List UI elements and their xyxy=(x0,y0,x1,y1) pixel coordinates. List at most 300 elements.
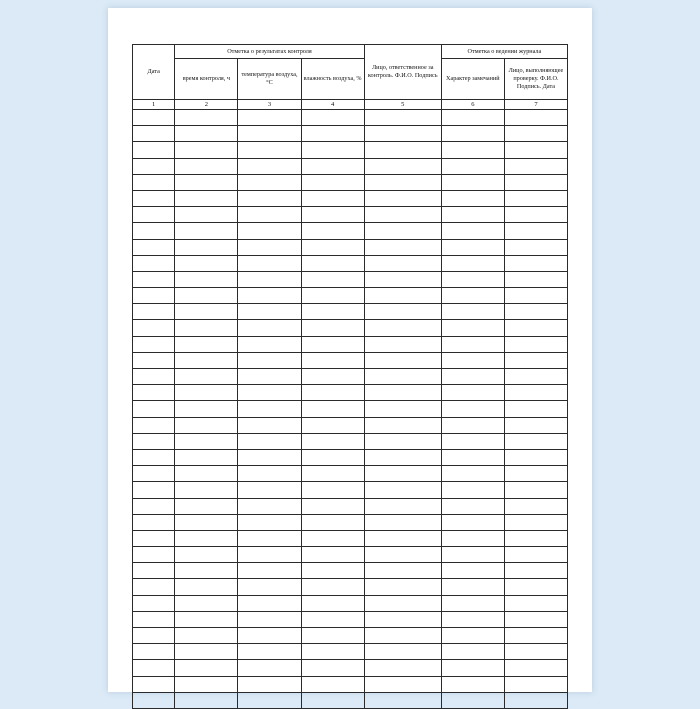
table-cell[interactable] xyxy=(133,611,175,627)
table-cell[interactable] xyxy=(238,239,301,255)
table-cell[interactable] xyxy=(175,369,238,385)
table-row[interactable] xyxy=(133,239,568,255)
table-cell[interactable] xyxy=(301,239,364,255)
table-cell[interactable] xyxy=(441,352,504,368)
table-cell[interactable] xyxy=(175,530,238,546)
table-cell[interactable] xyxy=(504,692,567,708)
table-cell[interactable] xyxy=(364,174,441,190)
table-cell[interactable] xyxy=(133,692,175,708)
table-cell[interactable] xyxy=(364,158,441,174)
table-cell[interactable] xyxy=(175,288,238,304)
table-cell[interactable] xyxy=(238,611,301,627)
table-cell[interactable] xyxy=(441,239,504,255)
table-cell[interactable] xyxy=(133,433,175,449)
table-cell[interactable] xyxy=(441,385,504,401)
table-row[interactable] xyxy=(133,158,568,174)
table-row[interactable] xyxy=(133,676,568,692)
table-cell[interactable] xyxy=(301,352,364,368)
table-cell[interactable] xyxy=(175,223,238,239)
table-row[interactable] xyxy=(133,190,568,206)
table-cell[interactable] xyxy=(133,579,175,595)
table-cell[interactable] xyxy=(133,547,175,563)
table-cell[interactable] xyxy=(133,255,175,271)
table-cell[interactable] xyxy=(504,174,567,190)
table-row[interactable] xyxy=(133,595,568,611)
table-cell[interactable] xyxy=(364,579,441,595)
table-cell[interactable] xyxy=(175,190,238,206)
table-cell[interactable] xyxy=(504,223,567,239)
table-row[interactable] xyxy=(133,369,568,385)
table-cell[interactable] xyxy=(504,433,567,449)
table-row[interactable] xyxy=(133,611,568,627)
table-cell[interactable] xyxy=(504,660,567,676)
table-cell[interactable] xyxy=(133,207,175,223)
table-cell[interactable] xyxy=(238,595,301,611)
table-cell[interactable] xyxy=(238,369,301,385)
table-cell[interactable] xyxy=(238,126,301,142)
table-cell[interactable] xyxy=(238,514,301,530)
table-cell[interactable] xyxy=(441,190,504,206)
table-cell[interactable] xyxy=(238,547,301,563)
table-cell[interactable] xyxy=(441,142,504,158)
table-cell[interactable] xyxy=(301,207,364,223)
table-cell[interactable] xyxy=(441,466,504,482)
table-row[interactable] xyxy=(133,207,568,223)
table-row[interactable] xyxy=(133,660,568,676)
table-cell[interactable] xyxy=(301,174,364,190)
table-cell[interactable] xyxy=(133,336,175,352)
table-cell[interactable] xyxy=(441,320,504,336)
table-cell[interactable] xyxy=(301,676,364,692)
table-cell[interactable] xyxy=(301,644,364,660)
table-cell[interactable] xyxy=(238,498,301,514)
table-cell[interactable] xyxy=(441,369,504,385)
table-cell[interactable] xyxy=(133,660,175,676)
table-cell[interactable] xyxy=(238,449,301,465)
table-cell[interactable] xyxy=(133,466,175,482)
table-cell[interactable] xyxy=(441,158,504,174)
table-cell[interactable] xyxy=(441,595,504,611)
table-row[interactable] xyxy=(133,482,568,498)
table-row[interactable] xyxy=(133,288,568,304)
table-cell[interactable] xyxy=(133,174,175,190)
table-cell[interactable] xyxy=(364,401,441,417)
table-cell[interactable] xyxy=(175,417,238,433)
table-row[interactable] xyxy=(133,692,568,708)
table-cell[interactable] xyxy=(238,676,301,692)
table-cell[interactable] xyxy=(364,498,441,514)
table-cell[interactable] xyxy=(301,190,364,206)
table-cell[interactable] xyxy=(133,482,175,498)
table-cell[interactable] xyxy=(504,288,567,304)
table-cell[interactable] xyxy=(133,514,175,530)
table-row[interactable] xyxy=(133,514,568,530)
table-cell[interactable] xyxy=(301,482,364,498)
table-cell[interactable] xyxy=(504,110,567,126)
table-cell[interactable] xyxy=(175,271,238,287)
table-cell[interactable] xyxy=(238,336,301,352)
table-cell[interactable] xyxy=(175,482,238,498)
table-cell[interactable] xyxy=(504,530,567,546)
table-cell[interactable] xyxy=(504,547,567,563)
table-cell[interactable] xyxy=(364,514,441,530)
table-cell[interactable] xyxy=(301,223,364,239)
table-cell[interactable] xyxy=(238,223,301,239)
table-cell[interactable] xyxy=(301,369,364,385)
table-cell[interactable] xyxy=(301,385,364,401)
column-header-row xyxy=(133,59,568,100)
table-cell[interactable] xyxy=(504,271,567,287)
table-cell[interactable] xyxy=(301,498,364,514)
table-cell[interactable] xyxy=(301,255,364,271)
table-cell[interactable] xyxy=(133,644,175,660)
table-cell[interactable] xyxy=(175,611,238,627)
table-cell[interactable] xyxy=(238,644,301,660)
table-cell[interactable] xyxy=(301,530,364,546)
table-cell[interactable] xyxy=(175,401,238,417)
table-cell[interactable] xyxy=(441,255,504,271)
table-cell[interactable] xyxy=(301,449,364,465)
table-cell[interactable] xyxy=(238,417,301,433)
table-cell[interactable] xyxy=(504,142,567,158)
table-row[interactable] xyxy=(133,563,568,579)
table-cell[interactable] xyxy=(238,628,301,644)
table-cell[interactable] xyxy=(441,692,504,708)
table-cell[interactable] xyxy=(301,336,364,352)
table-cell[interactable] xyxy=(301,126,364,142)
table-row[interactable] xyxy=(133,223,568,239)
table-cell[interactable] xyxy=(175,547,238,563)
table-cell[interactable] xyxy=(364,417,441,433)
table-cell[interactable] xyxy=(175,644,238,660)
table-cell[interactable] xyxy=(364,530,441,546)
table-cell[interactable] xyxy=(238,352,301,368)
table-cell[interactable] xyxy=(238,174,301,190)
table-cell[interactable] xyxy=(133,530,175,546)
table-cell[interactable] xyxy=(441,401,504,417)
table-cell[interactable] xyxy=(175,110,238,126)
table-cell[interactable] xyxy=(175,449,238,465)
table-cell[interactable] xyxy=(441,304,504,320)
table-cell[interactable] xyxy=(238,563,301,579)
table-cell[interactable] xyxy=(441,547,504,563)
table-cell[interactable] xyxy=(504,498,567,514)
table-cell[interactable] xyxy=(238,271,301,287)
table-cell[interactable] xyxy=(364,255,441,271)
table-cell[interactable] xyxy=(175,239,238,255)
table-cell[interactable] xyxy=(133,190,175,206)
table-cell[interactable] xyxy=(133,239,175,255)
table-cell[interactable] xyxy=(133,676,175,692)
table-cell[interactable] xyxy=(441,498,504,514)
table-cell[interactable] xyxy=(441,433,504,449)
table-cell[interactable] xyxy=(441,644,504,660)
table-cell[interactable] xyxy=(238,660,301,676)
table-cell[interactable] xyxy=(504,611,567,627)
table-cell[interactable] xyxy=(504,628,567,644)
table-row[interactable] xyxy=(133,352,568,368)
table-cell[interactable] xyxy=(364,110,441,126)
table-cell[interactable] xyxy=(441,660,504,676)
table-cell[interactable] xyxy=(364,126,441,142)
table-row[interactable] xyxy=(133,304,568,320)
column-number-1: 1 xyxy=(133,100,175,110)
table-cell[interactable] xyxy=(175,352,238,368)
table-cell[interactable] xyxy=(175,514,238,530)
table-cell[interactable] xyxy=(441,174,504,190)
table-cell[interactable] xyxy=(504,417,567,433)
table-row[interactable] xyxy=(133,385,568,401)
table-cell[interactable] xyxy=(504,401,567,417)
table-cell[interactable] xyxy=(441,288,504,304)
table-cell[interactable] xyxy=(301,595,364,611)
table-cell[interactable] xyxy=(364,433,441,449)
table-row[interactable] xyxy=(133,271,568,287)
table-cell[interactable] xyxy=(238,385,301,401)
table-row[interactable] xyxy=(133,110,568,126)
table-row[interactable] xyxy=(133,644,568,660)
table-cell[interactable] xyxy=(364,336,441,352)
table-cell[interactable] xyxy=(364,223,441,239)
table-cell[interactable] xyxy=(364,595,441,611)
table-cell[interactable] xyxy=(238,482,301,498)
table-cell[interactable] xyxy=(238,142,301,158)
table-cell[interactable] xyxy=(175,660,238,676)
table-cell[interactable] xyxy=(364,547,441,563)
table-row[interactable] xyxy=(133,579,568,595)
table-cell[interactable] xyxy=(441,676,504,692)
table-cell[interactable] xyxy=(364,449,441,465)
table-cell[interactable] xyxy=(238,433,301,449)
table-cell[interactable] xyxy=(441,271,504,287)
table-cell[interactable] xyxy=(301,547,364,563)
table-row[interactable] xyxy=(133,530,568,546)
table-cell[interactable] xyxy=(133,417,175,433)
table-cell[interactable] xyxy=(504,514,567,530)
table-cell[interactable] xyxy=(175,336,238,352)
table-cell[interactable] xyxy=(441,207,504,223)
column-number-2: 2 xyxy=(175,100,238,110)
table-cell[interactable] xyxy=(441,514,504,530)
table-cell[interactable] xyxy=(133,385,175,401)
table-cell[interactable] xyxy=(175,126,238,142)
table-cell[interactable] xyxy=(238,304,301,320)
table-cell[interactable] xyxy=(364,239,441,255)
table-cell[interactable] xyxy=(238,255,301,271)
table-cell[interactable] xyxy=(504,304,567,320)
table-cell[interactable] xyxy=(504,336,567,352)
table-cell[interactable] xyxy=(504,385,567,401)
table-cell[interactable] xyxy=(175,433,238,449)
table-cell[interactable] xyxy=(175,628,238,644)
table-cell[interactable] xyxy=(441,417,504,433)
table-cell[interactable] xyxy=(301,611,364,627)
table-cell[interactable] xyxy=(133,271,175,287)
table-cell[interactable] xyxy=(175,692,238,708)
table-cell[interactable] xyxy=(238,692,301,708)
table-cell[interactable] xyxy=(301,142,364,158)
table-cell[interactable] xyxy=(441,530,504,546)
table-cell[interactable] xyxy=(301,304,364,320)
table-cell[interactable] xyxy=(504,126,567,142)
table-cell[interactable] xyxy=(504,190,567,206)
table-cell[interactable] xyxy=(504,369,567,385)
table-cell[interactable] xyxy=(364,207,441,223)
table-cell[interactable] xyxy=(441,579,504,595)
table-cell[interactable] xyxy=(175,174,238,190)
table-cell[interactable] xyxy=(441,110,504,126)
table-row[interactable] xyxy=(133,336,568,352)
table-cell[interactable] xyxy=(301,401,364,417)
table-cell[interactable] xyxy=(133,563,175,579)
table-cell[interactable] xyxy=(175,255,238,271)
table-cell[interactable] xyxy=(364,142,441,158)
table-cell[interactable] xyxy=(175,676,238,692)
table-cell[interactable] xyxy=(175,207,238,223)
table-cell[interactable] xyxy=(504,579,567,595)
table-row[interactable] xyxy=(133,498,568,514)
table-cell[interactable] xyxy=(504,207,567,223)
table-cell[interactable] xyxy=(175,158,238,174)
table-cell[interactable] xyxy=(133,369,175,385)
table-cell[interactable] xyxy=(238,530,301,546)
table-cell[interactable] xyxy=(175,320,238,336)
table-cell[interactable] xyxy=(301,466,364,482)
table-cell[interactable] xyxy=(301,514,364,530)
table-row[interactable] xyxy=(133,320,568,336)
table-cell[interactable] xyxy=(364,676,441,692)
table-cell[interactable] xyxy=(133,595,175,611)
table-cell[interactable] xyxy=(133,352,175,368)
table-cell[interactable] xyxy=(504,563,567,579)
table-cell[interactable] xyxy=(504,239,567,255)
table-row[interactable] xyxy=(133,547,568,563)
table-cell[interactable] xyxy=(441,449,504,465)
table-cell[interactable] xyxy=(175,563,238,579)
table-cell[interactable] xyxy=(133,628,175,644)
table-cell[interactable] xyxy=(441,223,504,239)
table-cell[interactable] xyxy=(364,628,441,644)
table-cell[interactable] xyxy=(504,449,567,465)
table-cell[interactable] xyxy=(133,304,175,320)
table-cell[interactable] xyxy=(364,271,441,287)
table-cell[interactable] xyxy=(175,304,238,320)
table-cell[interactable] xyxy=(301,563,364,579)
table-row[interactable] xyxy=(133,433,568,449)
table-cell[interactable] xyxy=(175,498,238,514)
table-cell[interactable] xyxy=(175,579,238,595)
table-row[interactable] xyxy=(133,255,568,271)
table-cell[interactable] xyxy=(504,320,567,336)
table-row[interactable] xyxy=(133,628,568,644)
table-cell[interactable] xyxy=(301,320,364,336)
table-cell[interactable] xyxy=(301,158,364,174)
table-cell[interactable] xyxy=(238,579,301,595)
table-cell[interactable] xyxy=(301,288,364,304)
table-cell[interactable] xyxy=(364,304,441,320)
table-cell[interactable] xyxy=(364,611,441,627)
table-cell[interactable] xyxy=(238,207,301,223)
table-cell[interactable] xyxy=(133,288,175,304)
table-cell[interactable] xyxy=(504,466,567,482)
table-cell[interactable] xyxy=(364,482,441,498)
table-cell[interactable] xyxy=(364,369,441,385)
table-cell[interactable] xyxy=(238,466,301,482)
table-cell[interactable] xyxy=(238,158,301,174)
table-cell[interactable] xyxy=(504,158,567,174)
table-cell[interactable] xyxy=(504,482,567,498)
table-cell[interactable] xyxy=(504,595,567,611)
table-cell[interactable] xyxy=(364,352,441,368)
table-row[interactable] xyxy=(133,417,568,433)
table-cell[interactable] xyxy=(301,417,364,433)
table-cell[interactable] xyxy=(301,660,364,676)
table-cell[interactable] xyxy=(301,579,364,595)
table-cell[interactable] xyxy=(133,158,175,174)
table-cell[interactable] xyxy=(364,320,441,336)
table-cell[interactable] xyxy=(364,644,441,660)
table-row[interactable] xyxy=(133,466,568,482)
table-cell[interactable] xyxy=(175,595,238,611)
table-cell[interactable] xyxy=(504,255,567,271)
table-cell[interactable] xyxy=(364,692,441,708)
table-cell[interactable] xyxy=(364,466,441,482)
table-cell[interactable] xyxy=(441,628,504,644)
table-cell[interactable] xyxy=(133,110,175,126)
table-cell[interactable] xyxy=(441,336,504,352)
table-cell[interactable] xyxy=(133,401,175,417)
table-cell[interactable] xyxy=(441,611,504,627)
table-cell[interactable] xyxy=(133,498,175,514)
table-cell[interactable] xyxy=(441,126,504,142)
table-cell[interactable] xyxy=(133,142,175,158)
table-cell[interactable] xyxy=(301,692,364,708)
table-row[interactable] xyxy=(133,126,568,142)
table-row[interactable] xyxy=(133,142,568,158)
table-cell[interactable] xyxy=(238,320,301,336)
table-row[interactable] xyxy=(133,449,568,465)
table-cell[interactable] xyxy=(133,449,175,465)
table-cell[interactable] xyxy=(133,223,175,239)
table-cell[interactable] xyxy=(364,563,441,579)
table-cell[interactable] xyxy=(175,466,238,482)
table-cell[interactable] xyxy=(441,563,504,579)
table-cell[interactable] xyxy=(504,352,567,368)
column-number-7: 7 xyxy=(504,100,567,110)
table-cell[interactable] xyxy=(301,433,364,449)
table-cell[interactable] xyxy=(441,482,504,498)
table-cell[interactable] xyxy=(175,142,238,158)
table-cell[interactable] xyxy=(364,660,441,676)
table-cell[interactable] xyxy=(238,288,301,304)
table-cell[interactable] xyxy=(364,288,441,304)
table-cell[interactable] xyxy=(238,401,301,417)
table-row[interactable] xyxy=(133,174,568,190)
table-cell[interactable] xyxy=(301,110,364,126)
table-cell[interactable] xyxy=(364,385,441,401)
table-cell[interactable] xyxy=(133,126,175,142)
table-cell[interactable] xyxy=(175,385,238,401)
table-cell[interactable] xyxy=(238,190,301,206)
table-row[interactable] xyxy=(133,401,568,417)
table-cell[interactable] xyxy=(301,628,364,644)
table-cell[interactable] xyxy=(301,271,364,287)
table-cell[interactable] xyxy=(238,110,301,126)
table-cell[interactable] xyxy=(133,320,175,336)
table-cell[interactable] xyxy=(364,190,441,206)
table-cell[interactable] xyxy=(504,644,567,660)
table-cell[interactable] xyxy=(504,676,567,692)
